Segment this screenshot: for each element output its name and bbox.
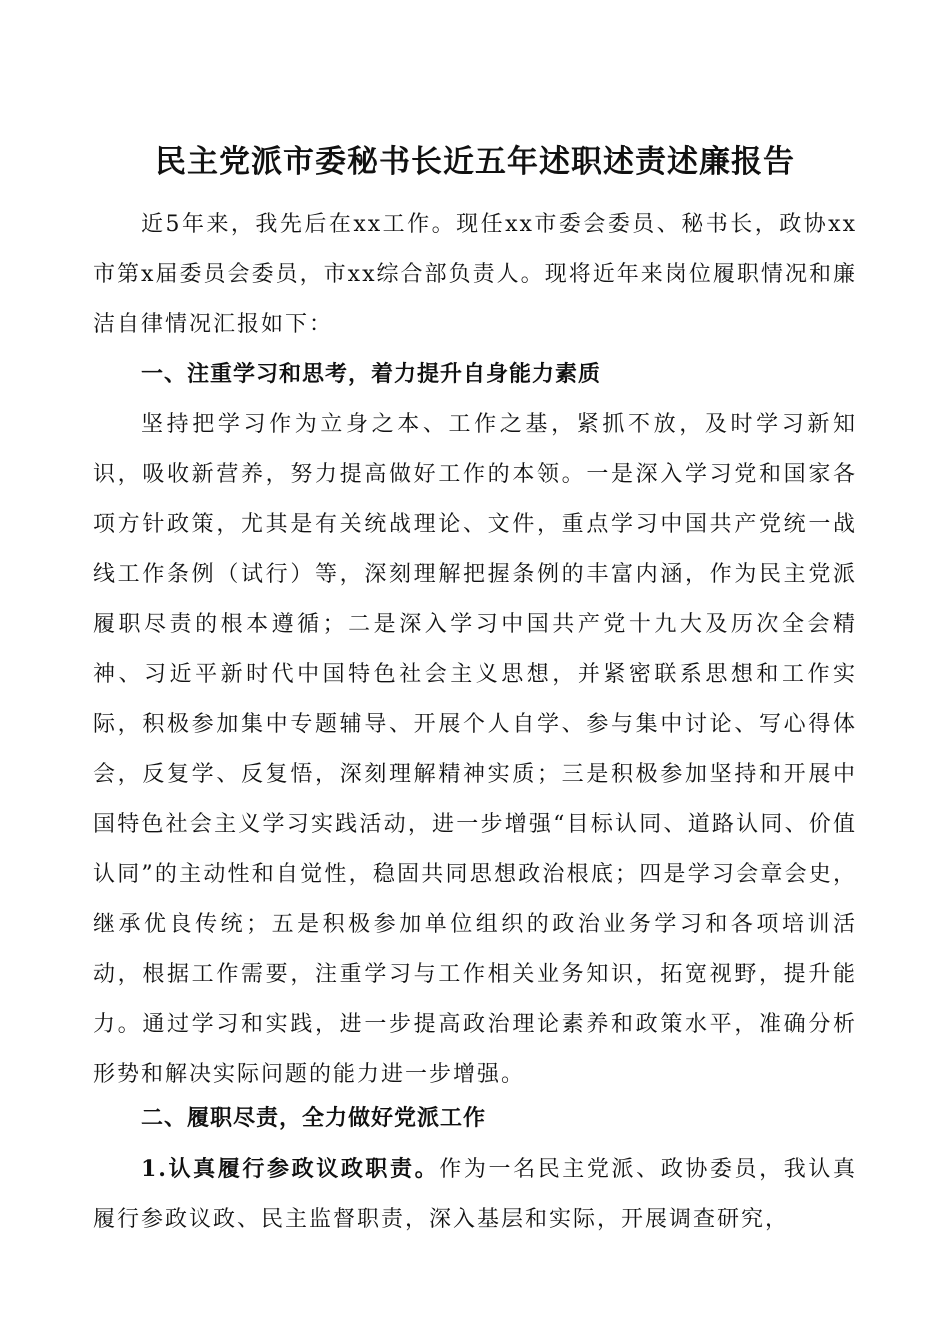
section-2-heading: 二、履职尽责，全力做好党派工作 — [141, 1106, 487, 1131]
section-1-heading: 一、注重学习和思考，着力提升自身能力素质 — [141, 362, 602, 387]
section-2-item-1-body: 作为一名民主党派、政协委员，我认真履行参政议政、民主监督职责，深入基层和实际，开展调查研究， — [93, 1157, 857, 1232]
section-2-item-1-lead: 1.认真履行参政议政职责。 — [141, 1156, 440, 1182]
intro-paragraph: 近5年来，我先后在xx工作。现任xx市委会委员、秘书长，政协xx市第x届委员会委员，市xx综合部负责人。现将近年来岗位履职情况和廉洁自律情况汇报如下： — [93, 212, 857, 337]
section-2-item-1-paragraph — [93, 1144, 857, 1245]
section-1-paragraph: 坚持把学习作为立身之本、工作之基，紧抓不放，及时学习新知识，吸收新营养，努力提高做好工作的本领。一是深入学习党和国家各项方针政策，尤其是有关统战理论、文件，重点学习中国共产党统一战线工作条例（试行）等，深刻理解把握条例的丰富内涵，作为民主党派履职尽责的根本遵循；二是深入学习中国共产党十九大及历次全会精神、习近平新时代中国特色社会主义思想，并紧密联系思想和工作实际，积极参加集中专题辅导、开展个人自学、参与集中讨论、写心得体会，反复学、反复悟，深刻理解精神实质；三是积极参加坚持和开展中国特色社会主义学习实践活动，进一步增强“目标认同、道路认同、价值认同”的主动性和自觉性，稳固共同思想政治根底；四是学习会章会史，继承优良传统；五是积极参加单位组织的政治业务学习和各项培训活动，根据工作需要，注重学习与工作相关业务知识，拓宽视野，提升能力。通过学习和实践，进一步提高政治理论素养和政策水平，准确分析形势和解决实际问题的能力进一步增强。 — [93, 412, 857, 1087]
document-title: 民主党派市委秘书长近五年述职述责述廉报告 — [155, 144, 795, 180]
